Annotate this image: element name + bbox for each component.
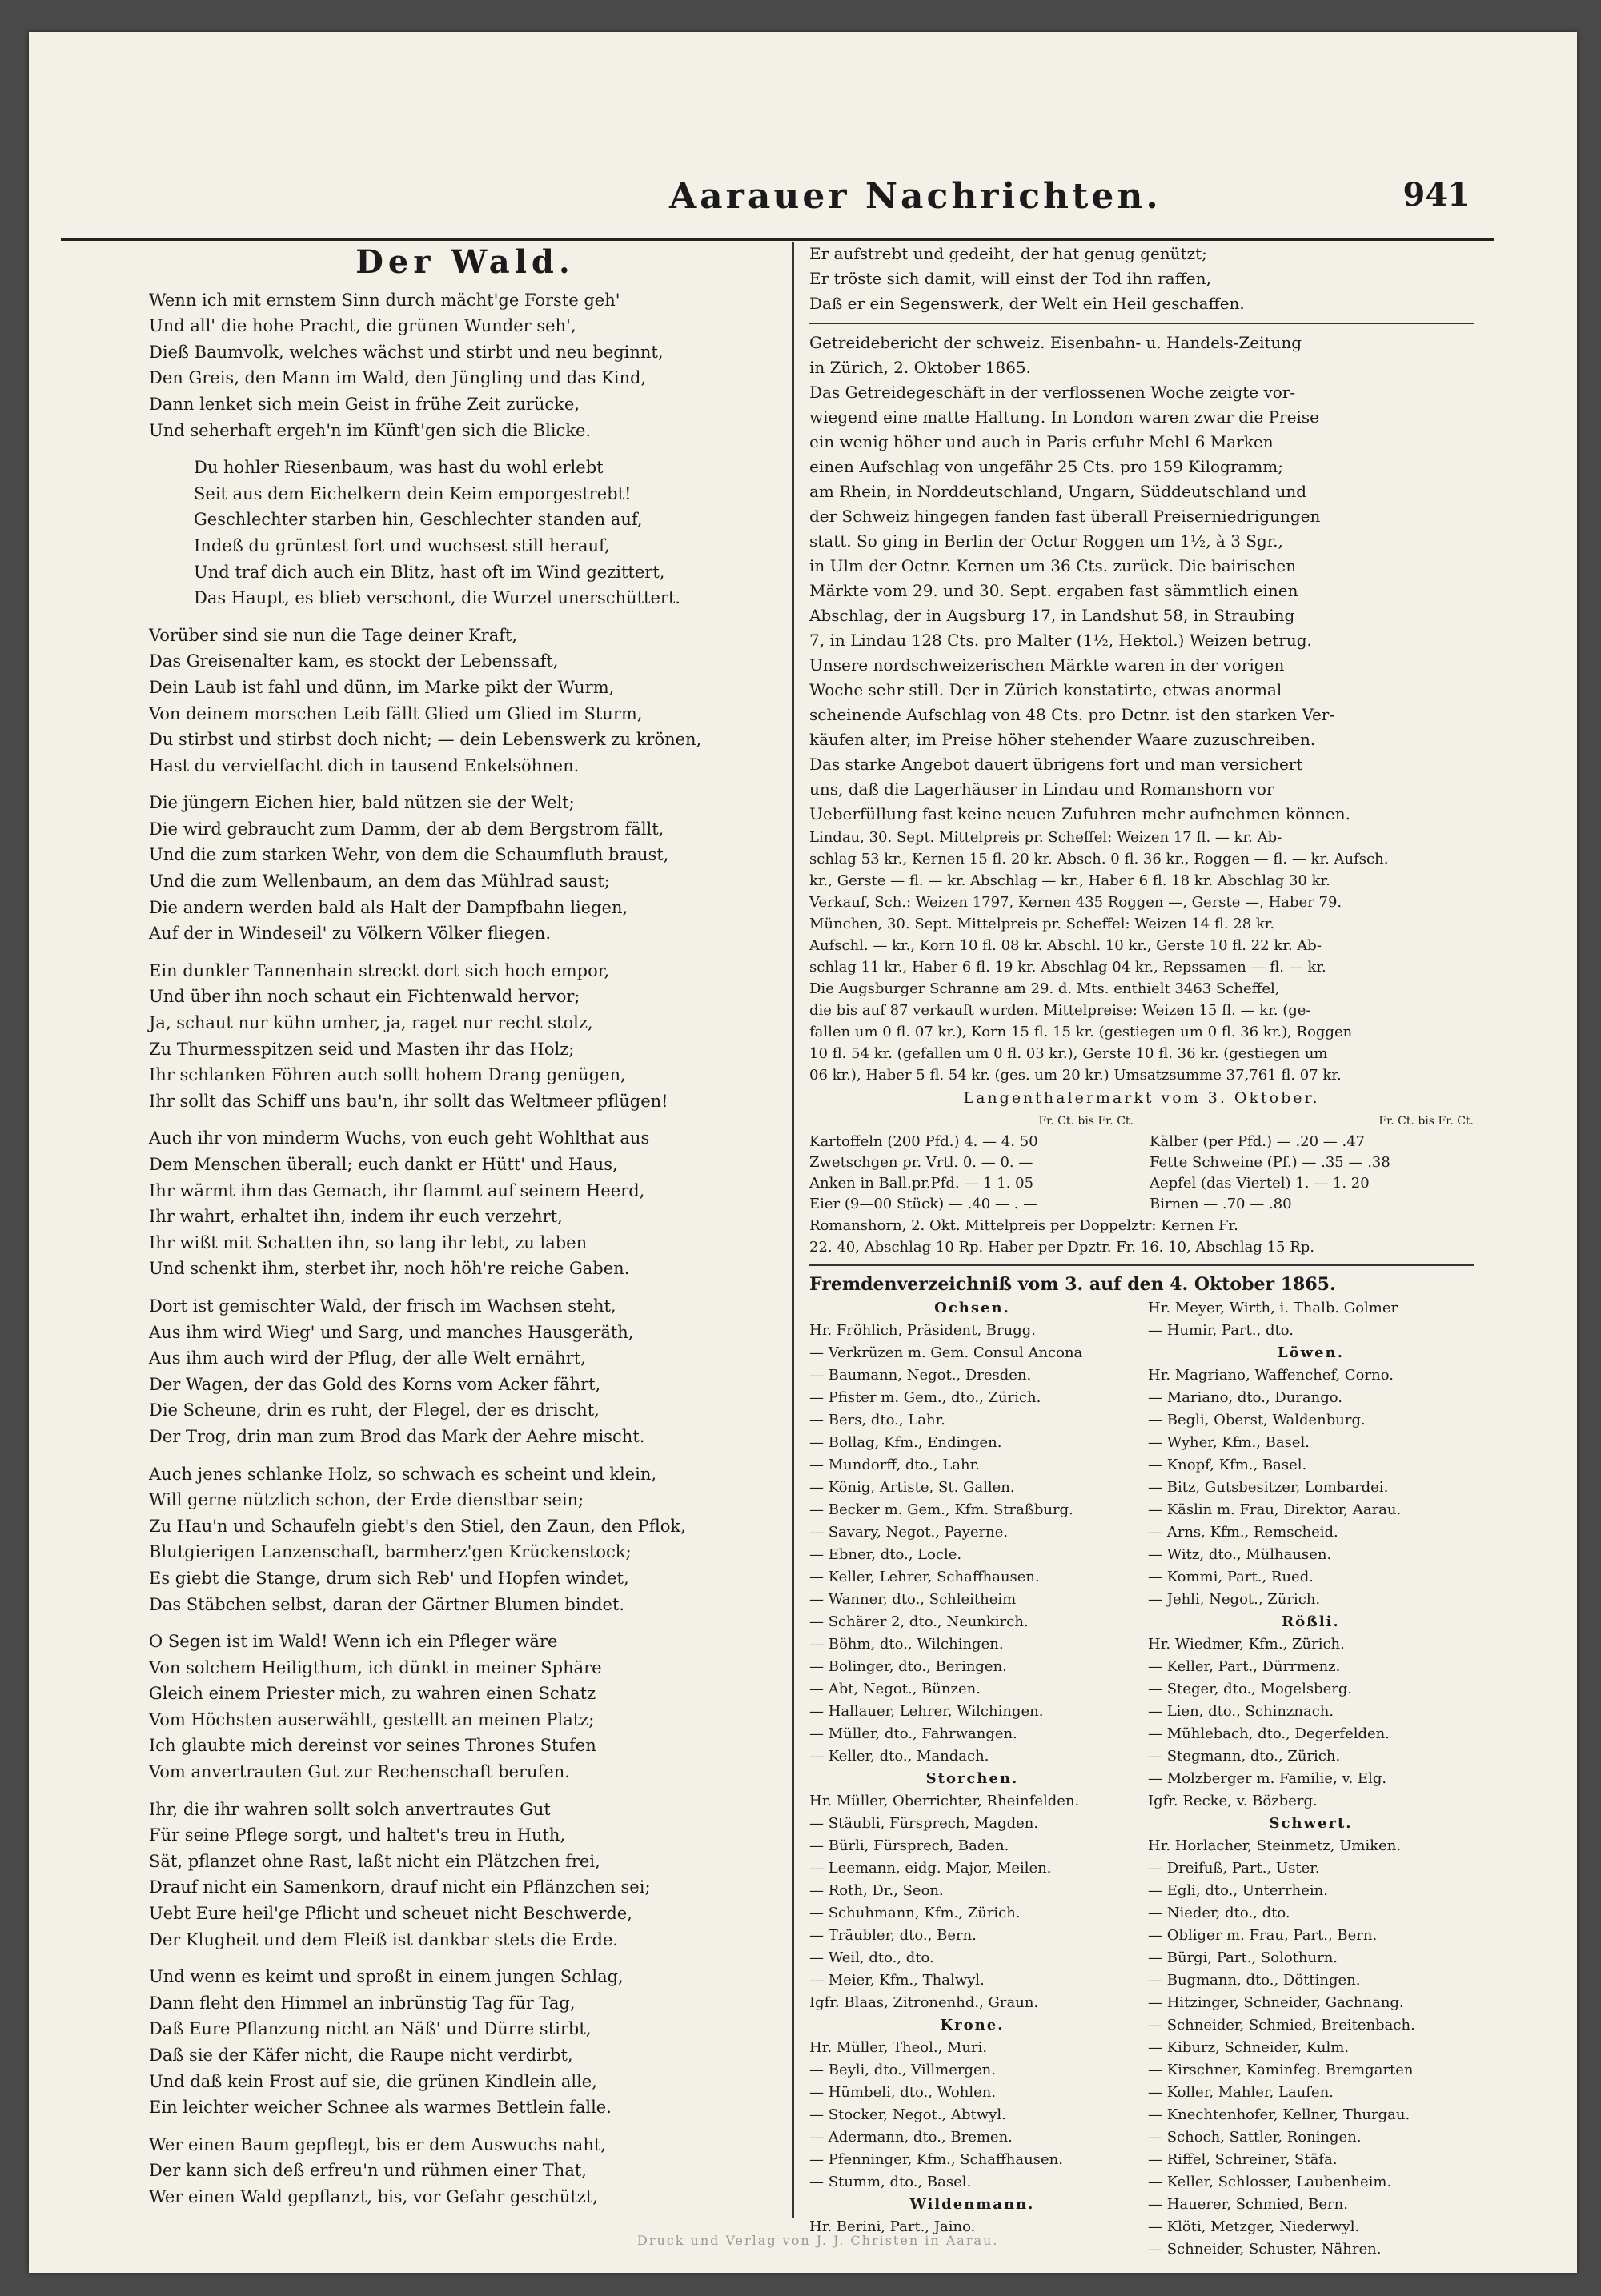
- report-line: in Ulm der Octnr. Kernen um 36 Cts. zurück. Die bairischen: [809, 556, 1297, 575]
- market-line: kr., Gerste — fl. — kr. Abschlag — kr., Haber 6 fl. 18 kr. Abschlag 30 kr.: [809, 872, 1330, 889]
- poem-line: Die wird gebraucht zum Damm, der ab dem Bergstrom fällt,: [149, 819, 664, 839]
- hotel-heading: Ochsen.: [934, 1300, 1010, 1316]
- hotel-heading: Löwen.: [1278, 1344, 1344, 1361]
- poem-line: Ihr, die ihr wahren sollt solch anvertrautes Gut: [149, 1799, 551, 1819]
- poem-line: Vorüber sind sie nun die Tage deiner Kraft,: [149, 625, 518, 645]
- hotel-heading: Schwert.: [1269, 1815, 1353, 1832]
- guest-entry: — Stäubli, Fürsprech, Magden.: [809, 1815, 1039, 1832]
- poem-line: Die andern werden bald als Halt der Dampfbahn liegen,: [149, 897, 628, 917]
- poem-line: Von deinem morschen Leib fällt Glied um Glied im Sturm,: [149, 703, 643, 723]
- poem-stanza: [149, 455, 781, 611]
- poem-line: O Segen ist im Wald! Wenn ich ein Pfleger wäre: [149, 1632, 558, 1652]
- report-line: Das starke Angebot dauert übrigens fort und man versichert: [809, 755, 1303, 774]
- poem-line: Und wenn es keimt und sproßt in einem jungen Schlag,: [149, 1967, 624, 1987]
- guest-entry: — Keller, Lehrer, Schaffhausen.: [809, 1569, 1040, 1585]
- price-row: Anken in Ball.pr.Pfd. — 1 1. 05: [809, 1175, 1034, 1192]
- market-line: schlag 53 kr., Kernen 15 fl. 20 kr. Absch. 0 fl. 36 kr., Roggen — fl. — kr. Aufsch.: [809, 851, 1389, 868]
- guest-entry: — Keller, dto., Mandach.: [809, 1748, 989, 1765]
- guest-entry: — Keller, Schlosser, Laubenheim.: [1148, 2174, 1392, 2190]
- price-row: Fette Schweine (Pf.) — .35 — .38: [1150, 1154, 1390, 1171]
- guest-entry: — Koller, Mahler, Laufen.: [1148, 2084, 1334, 2101]
- poem-line: Ein dunkler Tannenhain streckt dort sich hoch empor,: [149, 960, 610, 980]
- poem-line: Vom Höchsten auserwählt, gestellt an meinen Platz;: [149, 1709, 595, 1729]
- poem-line: Ihr wahrt, erhaltet ihn, indem ihr euch verzehrt,: [149, 1207, 563, 1227]
- guest-entry: — Träubler, dto., Bern.: [809, 1927, 977, 1944]
- guest-entry: — Lien, dto., Schinznach.: [1148, 1703, 1334, 1720]
- poem-line: Geschlechter starben hin, Geschlechter standen auf,: [194, 510, 643, 530]
- poem-line: Die Scheune, drin es ruht, der Flegel, der es drischt,: [149, 1400, 600, 1420]
- guest-entry: — Kirschner, Kaminfeg. Bremgarten: [1148, 2062, 1414, 2078]
- guest-list: [809, 1297, 1474, 2261]
- guest-entry: — Beyli, dto., Villmergen.: [809, 2062, 996, 2078]
- guest-entry: — Schuhmann, Kfm., Zürich.: [809, 1905, 1021, 1921]
- guest-entry: — Schneider, Schmied, Breitenbach.: [1148, 2017, 1415, 2034]
- price-list-left: [809, 1132, 1134, 1215]
- poem-line: Auch jenes schlanke Holz, so schwach es scheint und klein,: [149, 1464, 657, 1484]
- poem-stanza: [149, 1964, 781, 2121]
- guest-entry: — Mariano, dto., Durango.: [1148, 1389, 1343, 1406]
- poem-title: Der Wald.: [355, 243, 575, 281]
- market-line: die bis auf 87 verkauft wurden. Mittelpreise: Weizen 15 fl. — kr. (ge-: [809, 1002, 1311, 1019]
- langenthal-title: Langenthalermarkt vom 3. Oktober.: [963, 1089, 1320, 1107]
- poem-line: Dort ist gemischter Wald, der frisch im Wachsen steht,: [149, 1296, 616, 1316]
- report-line: Ueberfüllung fast keine neuen Zufuhren mehr aufnehmen können.: [809, 804, 1350, 823]
- guest-entry: — König, Artiste, St. Gallen.: [809, 1479, 1015, 1496]
- guest-entry: — Pfenninger, Kfm., Schaffhausen.: [809, 2151, 1063, 2168]
- guest-entry: — Molzberger m. Familie, v. Elg.: [1148, 1770, 1387, 1787]
- poem-stanza: [149, 790, 781, 947]
- guest-entry: Hr. Meyer, Wirth, i. Thalb. Golmer: [1148, 1300, 1398, 1316]
- guest-entry: — Wyher, Kfm., Basel.: [1148, 1434, 1310, 1451]
- report-line: scheinende Aufschlag von 48 Cts. pro Dctnr. ist den starken Ver-: [809, 705, 1335, 724]
- romanshorn-report: [809, 1215, 1474, 1258]
- poem-line: Der Trog, drin man zum Brod das Mark der Aehre mischt.: [149, 1426, 645, 1446]
- price-row: Kartoffeln (200 Pfd.) 4. — 4. 50: [809, 1133, 1038, 1150]
- report-line: am Rhein, in Norddeutschland, Ungarn, Süddeutschland und: [809, 482, 1307, 501]
- report-line: käufen alter, im Preise höher stehender Waare zuzuschreiben.: [809, 730, 1316, 749]
- market-line: schlag 11 kr., Haber 6 fl. 19 kr. Abschlag 04 kr., Repssamen — fl. — kr.: [809, 959, 1326, 976]
- report-line: Märkte vom 29. und 30. Sept. ergaben fast sämmtlich einen: [809, 581, 1298, 600]
- guest-entry: — Käslin m. Frau, Direktor, Aarau.: [1148, 1501, 1402, 1518]
- guest-entry: — Schoch, Sattler, Roningen.: [1148, 2129, 1362, 2146]
- poem-line: Sät, pflanzet ohne Rast, laßt nicht ein Plätzchen frei,: [149, 1851, 600, 1871]
- guest-entry: — Hümbeli, dto., Wohlen.: [809, 2084, 997, 2101]
- market-line: München, 30. Sept. Mittelpreis pr. Scheffel: Weizen 14 fl. 28 kr.: [809, 916, 1275, 932]
- poem-line: Dann lenket sich mein Geist in frühe Zeit zurücke,: [149, 394, 580, 414]
- guest-entry: — Schneider, Schuster, Nähren.: [1148, 2241, 1382, 2258]
- right-column: [809, 242, 1474, 2261]
- guest-entry: — Hallauer, Lehrer, Wilchingen.: [809, 1703, 1044, 1720]
- guest-entry: — Adermann, dto., Bremen.: [809, 2129, 1013, 2146]
- guest-list-left: [809, 1297, 1135, 2261]
- header-rule: [61, 238, 1494, 241]
- guest-entry: Igfr. Blaas, Zitronenhd., Graun.: [809, 1994, 1039, 2011]
- poem-line: Ich glaubte mich dereinst vor seines Thrones Stufen: [149, 1736, 596, 1756]
- guest-entry: — Bürli, Fürsprech, Baden.: [809, 1837, 1009, 1854]
- guest-entry: — Becker m. Gem., Kfm. Straßburg.: [809, 1501, 1073, 1518]
- poem-stanza: [149, 1629, 781, 1785]
- guest-entry: — Stocker, Negot., Abtwyl.: [809, 2106, 1006, 2123]
- report-line: der Schweiz hingegen fanden fast überall Preiserniedrigungen: [809, 507, 1321, 526]
- poem-stanza: [149, 2132, 781, 2210]
- guest-entry: Hr. Berini, Part., Jaino.: [809, 2218, 976, 2235]
- guest-entry: — Meier, Kfm., Thalwyl.: [809, 1972, 985, 1989]
- report-line: einen Aufschlag von ungefähr 25 Cts. pro 159 Kilogramm;: [809, 457, 1283, 476]
- poem-line: Und die zum starken Wehr, von dem die Schaumfluth braust,: [149, 845, 669, 865]
- report-line: Unsere nordschweizerischen Märkte waren in der vorigen: [809, 655, 1285, 675]
- poem-stanza: [149, 287, 781, 444]
- guest-entry: — Roth, Dr., Seon.: [809, 1882, 944, 1899]
- guest-entry: — Dreifuß, Part., Uster.: [1148, 1860, 1320, 1877]
- poem-line: Das Greisenalter kam, es stockt der Lebenssaft,: [149, 651, 559, 671]
- guest-entry: — Bitz, Gutsbesitzer, Lombardei.: [1148, 1479, 1389, 1496]
- poem-line: Und über ihn noch schaut ein Fichtenwald hervor;: [149, 987, 580, 1007]
- guest-entry: — Pfister m. Gem., dto., Zürich.: [809, 1389, 1041, 1406]
- poem-line: Gleich einem Priester mich, zu wahren einen Schatz: [149, 1684, 596, 1704]
- guest-entry: — Keller, Part., Dürrmenz.: [1148, 1658, 1341, 1675]
- guest-entry: — Jehli, Negot., Zürich.: [1148, 1591, 1321, 1608]
- market-line: fallen um 0 fl. 07 kr.), Korn 15 fl. 15 kr. (gestiegen um 0 fl. 36 kr.), Roggen: [809, 1024, 1353, 1040]
- poem-line: Er aufstrebt und gedeiht, der hat genug genützt;: [809, 244, 1207, 263]
- poem-line: Du hohler Riesenbaum, was hast du wohl erlebt: [194, 458, 604, 478]
- poem-line: Und all' die hohe Pracht, die grünen Wunder seh',: [149, 316, 576, 336]
- market-line: Verkauf, Sch.: Weizen 1797, Kernen 435 Roggen —, Gerste —, Haber 79.: [809, 894, 1342, 911]
- poem-line: Seit aus dem Eichelkern dein Keim emporgestrebt!: [194, 483, 632, 503]
- guest-entry: — Mundorff, dto., Lahr.: [809, 1457, 980, 1473]
- guest-entry: — Hitzinger, Schneider, Gachnang.: [1148, 1994, 1404, 2011]
- price-row: Eier (9—00 Stück) — .40 — . —: [809, 1196, 1038, 1212]
- guest-entry: — Arns, Kfm., Remscheid.: [1148, 1524, 1338, 1541]
- poem-line: Den Greis, den Mann im Wald, den Jüngling und das Kind,: [149, 368, 647, 388]
- guest-entry: — Schärer 2, dto., Neunkirch.: [809, 1613, 1029, 1630]
- hotel-heading: Rößli.: [1282, 1613, 1340, 1630]
- newspaper-title: Aarauer Nachrichten.: [669, 176, 1162, 217]
- guest-entry: Hr. Müller, Theol., Muri.: [809, 2039, 988, 2056]
- guest-entry: — Savary, Negot., Payerne.: [809, 1524, 1009, 1541]
- guest-entry: — Kommi, Part., Rued.: [1148, 1569, 1314, 1585]
- guest-entry: — Abt, Negot., Bünzen.: [809, 1681, 981, 1697]
- poem-line: Die jüngern Eichen hier, bald nützen sie der Welt;: [149, 793, 575, 813]
- guest-entry: — Leemann, eidg. Major, Meilen.: [809, 1860, 1052, 1877]
- report-line: statt. So ging in Berlin der Octur Roggen um 1½, à 3 Sgr.,: [809, 531, 1283, 551]
- price-row: Zwetschgen pr. Vrtl. 0. — 0. —: [809, 1154, 1033, 1171]
- poem-line: Das Haupt, es blieb verschont, die Wurzel unerschüttert.: [194, 588, 681, 608]
- poem-line: Aus ihm wird Wieg' und Sarg, und manches Hausgeräth,: [149, 1322, 634, 1342]
- market-prices: [809, 827, 1474, 1086]
- poem-line: Aus ihm auch wird der Pflug, der alle Welt ernährt,: [149, 1348, 586, 1368]
- poem-line: Ja, schaut nur kühn umher, ja, raget nur recht stolz,: [149, 1013, 593, 1033]
- guest-entry: — Obliger m. Frau, Part., Bern.: [1148, 1927, 1378, 1944]
- column-header-left: Fr. Ct. bis Fr. Ct.: [1038, 1115, 1134, 1128]
- poem-line: Auch ihr von minderm Wuchs, von euch geht Wohlthat aus: [149, 1128, 650, 1148]
- guest-entry: — Kiburz, Schneider, Kulm.: [1148, 2039, 1350, 2056]
- poem-stanza: [149, 623, 781, 779]
- price-row: Kälber (per Pfd.) — .20 — .47: [1150, 1133, 1366, 1150]
- price-list-right: [1150, 1132, 1474, 1215]
- guest-entry: — Egli, dto., Unterrhein.: [1148, 1882, 1328, 1899]
- guest-entry: — Bugmann, dto., Döttingen.: [1148, 1972, 1361, 1989]
- poem-line: Daß Eure Pflanzung nicht an Näß' und Dürre stirbt,: [149, 2019, 592, 2039]
- poem-line: Du stirbst und stirbst doch nicht; — dein Lebenswerk zu krönen,: [149, 730, 702, 750]
- poem-line: Vom anvertrauten Gut zur Rechenschaft berufen.: [149, 1762, 570, 1782]
- report-line: wiegend eine matte Haltung. In London waren zwar die Preise: [809, 407, 1319, 427]
- poem-line: Uebt Eure heil'ge Pflicht und scheuet nicht Beschwerde,: [149, 1904, 632, 1924]
- grain-report: [809, 331, 1474, 827]
- guest-entry: — Steger, dto., Mogelsberg.: [1148, 1681, 1353, 1697]
- report-line: Abschlag, der in Augsburg 17, in Landshut 58, in Straubing: [809, 606, 1295, 625]
- guest-entry: — Knopf, Kfm., Basel.: [1148, 1457, 1307, 1473]
- guest-list-right: [1148, 1297, 1474, 2261]
- market-line: 10 fl. 54 kr. (gefallen um 0 fl. 03 kr.), Gerste 10 fl. 36 kr. (gestiegen um: [809, 1045, 1328, 1062]
- report-line: in Zürich, 2. Oktober 1865.: [809, 358, 1032, 377]
- poem-line: Will gerne nützlich schon, der Erde dienstbar sein;: [149, 1490, 584, 1510]
- market-line: 06 kr.), Haber 5 fl. 54 kr. (ges. um 20 kr.) Umsatzsumme 37,761 fl. 07 kr.: [809, 1067, 1342, 1084]
- poem-line: Der Wagen, der das Gold des Korns vom Acker fährt,: [149, 1374, 601, 1394]
- guest-entry: — Klöti, Metzger, Niederwyl.: [1148, 2218, 1360, 2235]
- report-line: Das Getreidegeschäft in der verflossenen Woche zeigte vor-: [809, 383, 1296, 402]
- guest-entry: — Mühlebach, dto., Degerfelden.: [1148, 1725, 1390, 1742]
- poem-line: Zu Hau'n und Schaufeln giebt's den Stiel, den Zaun, den Pflok,: [149, 1516, 686, 1536]
- poem-line: Wenn ich mit ernstem Sinn durch mächt'ge Forste geh': [149, 290, 620, 310]
- price-row: Aepfel (das Viertel) 1. — 1. 20: [1150, 1175, 1370, 1192]
- guest-entry: — Hauerer, Schmied, Bern.: [1148, 2196, 1348, 2213]
- poem-line: Indeß du grüntest fort und wuchsest still herauf,: [194, 535, 610, 555]
- guest-entry: — Baumann, Negot., Dresden.: [809, 1367, 1032, 1384]
- page-header: [637, 176, 1470, 224]
- column-header-right: Fr. Ct. bis Fr. Ct.: [1378, 1115, 1474, 1128]
- poem-line: Ihr wißt mit Schatten ihn, so lang ihr lebt, zu laben: [149, 1232, 588, 1252]
- poem-line: Blutgierigen Lanzenschaft, barmherz'gen Krückenstock;: [149, 1542, 632, 1562]
- report-line: 7, in Lindau 128 Cts. pro Malter (1½, Hektol.) Weizen betrug.: [809, 631, 1312, 650]
- guest-entry: — Bürgi, Part., Solothurn.: [1148, 1949, 1338, 1966]
- poem-line: Und schenkt ihm, sterbet ihr, noch höh're reiche Gaben.: [149, 1259, 630, 1279]
- poem-line: Ihr wärmt ihm das Gemach, ihr flammt auf seinem Heerd,: [149, 1180, 645, 1200]
- guest-entry: — Humir, Part., dto.: [1148, 1322, 1294, 1339]
- guest-entry: — Stegmann, dto., Zürich.: [1148, 1748, 1341, 1765]
- poem-line: Wer einen Baum gepflegt, bis er dem Auswuchs naht,: [149, 2134, 606, 2154]
- hotel-heading: Krone.: [940, 2017, 1005, 2034]
- guest-list-title: Fremdenverzeichniß vom 3. auf den 4. Oktober 1865.: [809, 1274, 1336, 1295]
- guest-entry: — Bollag, Kfm., Endingen.: [809, 1434, 1002, 1451]
- hotel-heading: Wildenmann.: [909, 2196, 1035, 2213]
- poem-stanza: [149, 1461, 781, 1618]
- poem-line: Zu Thurmesspitzen seid und Masten ihr das Holz;: [149, 1039, 575, 1059]
- poem-stanza: [149, 1293, 781, 1450]
- poem-line: Und traf dich auch ein Blitz, hast oft im Wind gezittert,: [194, 562, 665, 582]
- guest-entry: — Riffel, Schreiner, Stäfa.: [1148, 2151, 1338, 2168]
- newspaper-page: [29, 32, 1577, 2273]
- poem-line: Daß er ein Segenswerk, der Welt ein Heil geschaffen.: [809, 294, 1245, 313]
- guest-entry: — Nieder, dto., dto.: [1148, 1905, 1290, 1921]
- poem-body: [149, 287, 781, 2210]
- poem-line: Auf der in Windeseil' zu Völkern Völker fliegen.: [149, 924, 551, 944]
- guest-entry: — Weil, dto., dto.: [809, 1949, 934, 1966]
- poem-stanza: [149, 1797, 781, 1953]
- guest-entry: Hr. Müller, Oberrichter, Rheinfelden.: [809, 1793, 1080, 1809]
- guest-entry: Hr. Horlacher, Steinmetz, Umiken.: [1148, 1837, 1402, 1854]
- section-rule: [809, 1264, 1474, 1266]
- poem-line: Hast du vervielfacht dich in tausend Enkelsöhnen.: [149, 755, 580, 775]
- guest-entry: — Böhm, dto., Wilchingen.: [809, 1636, 1004, 1653]
- section-rule: [809, 323, 1474, 324]
- poem-line: Für seine Pflege sorgt, und haltet's treu in Huth,: [149, 1825, 566, 1845]
- report-line: ein wenig höher und auch in Paris erfuhr Mehl 6 Marken: [809, 432, 1274, 451]
- market-line: Romanshorn, 2. Okt. Mittelpreis per Doppelztr: Kernen Fr.: [809, 1217, 1238, 1234]
- poem-line: Wer einen Wald gepflanzt, bis, vor Gefahr geschützt,: [149, 2186, 598, 2206]
- poem-line: Dem Menschen überall; euch dankt er Hütt' und Haus,: [149, 1155, 618, 1174]
- hotel-heading: Storchen.: [925, 1770, 1019, 1787]
- guest-entry: — Stumm, dto., Basel.: [809, 2174, 972, 2190]
- poem-line: Drauf nicht ein Samenkorn, drauf nicht ein Pflänzchen sei;: [149, 1877, 651, 1897]
- poem-line: Dann fleht den Himmel an inbrünstig Tag für Tag,: [149, 1993, 576, 2013]
- poem-line: Von solchem Heiligthum, ich dünkt in meiner Sphäre: [149, 1657, 602, 1677]
- guest-entry: — Wanner, dto., Schleitheim: [809, 1591, 1017, 1608]
- guest-entry: — Ebner, dto., Locle.: [809, 1546, 962, 1563]
- report-line: Woche sehr still. Der in Zürich konstatirte, etwas anormal: [809, 680, 1282, 699]
- printer-imprint: Druck und Verlag von J. J. Christen in Aarau.: [637, 2233, 999, 2248]
- market-line: Aufschl. — kr., Korn 10 fl. 08 kr. Abschl. 10 kr., Gerste 10 fl. 22 kr. Ab-: [809, 937, 1322, 954]
- poem-line: Das Stäbchen selbst, daran der Gärtner Blumen bindet.: [149, 1594, 625, 1614]
- report-line: uns, daß die Lagerhäuser in Lindau und Romanshorn vor: [809, 779, 1274, 799]
- poem-line: Daß sie der Käfer nicht, die Raupe nicht verdirbt,: [149, 2046, 573, 2065]
- guest-entry: — Bers, dto., Lahr.: [809, 1412, 945, 1428]
- guest-entry: Igfr. Recke, v. Bözberg.: [1148, 1793, 1318, 1809]
- market-line: 22. 40, Abschlag 10 Rp. Haber per Dpztr. Fr. 16. 10, Abschlag 15 Rp.: [809, 1239, 1315, 1256]
- poem-line: Er tröste sich damit, will einst der Tod ihn raffen,: [809, 269, 1211, 288]
- poem-line: Dieß Baumvolk, welches wächst und stirbt und neu beginnt,: [149, 342, 664, 362]
- guest-entry: Hr. Wiedmer, Kfm., Zürich.: [1148, 1636, 1345, 1653]
- guest-entry: — Begli, Oberst, Waldenburg.: [1148, 1412, 1366, 1428]
- poem-line: Der kann sich deß erfreu'n und rühmen einer That,: [149, 2161, 587, 2181]
- guest-entry: — Bolinger, dto., Beringen.: [809, 1658, 1007, 1675]
- poem-line: Es giebt die Stange, drum sich Reb' und Hopfen windet,: [149, 1568, 629, 1588]
- poem-stanza: [149, 958, 781, 1115]
- market-line: Die Augsburger Schranne am 29. d. Mts. enthielt 3463 Scheffel,: [809, 980, 1280, 997]
- poem-line: Dein Laub ist fahl und dünn, im Marke pikt der Wurm,: [149, 677, 615, 697]
- poem-stanza: [149, 1125, 781, 1282]
- price-row: Birnen — .70 — .80: [1150, 1196, 1292, 1212]
- poem-column: [149, 242, 781, 2222]
- guest-entry: — Witz, dto., Mülhausen.: [1148, 1546, 1332, 1563]
- report-line: Getreidebericht der schweiz. Eisenbahn- u. Handels-Zeitung: [809, 333, 1302, 352]
- poem-line: Ihr sollt das Schiff uns bau'n, ihr sollt das Weltmeer pflügen!: [149, 1091, 668, 1111]
- poem-line: Der Klugheit und dem Fleiß ist dankbar stets die Erde.: [149, 1929, 619, 1949]
- guest-entry: Hr. Magriano, Waffenchef, Corno.: [1148, 1367, 1394, 1384]
- poem-continuation: [809, 242, 1474, 316]
- poem-line: Und die zum Wellenbaum, an dem das Mühlrad saust;: [149, 872, 610, 892]
- column-divider: [792, 242, 794, 2218]
- poem-line: Und daß kein Frost auf sie, die grünen Kindlein alle,: [149, 2071, 597, 2091]
- guest-entry: — Verkrüzen m. Gem. Consul Ancona: [809, 1344, 1083, 1361]
- poem-line: Und seherhaft ergeh'n im Künft'gen sich die Blicke.: [149, 420, 592, 440]
- guest-entry: — Müller, dto., Fahrwangen.: [809, 1725, 1017, 1742]
- poem-line: Ein leichter weicher Schnee als warmes Bettlein falle.: [149, 2098, 612, 2118]
- guest-entry: Hr. Fröhlich, Präsident, Brugg.: [809, 1322, 1036, 1339]
- market-line: Lindau, 30. Sept. Mittelpreis pr. Scheffel: Weizen 17 fl. — kr. Ab-: [809, 829, 1282, 846]
- guest-entry: — Knechtenhofer, Kellner, Thurgau.: [1148, 2106, 1410, 2123]
- page-number: 941: [1402, 176, 1470, 214]
- poem-line: Ihr schlanken Föhren auch sollt hohem Drang genügen,: [149, 1065, 626, 1085]
- langenthal-price-table: [809, 1111, 1474, 1215]
